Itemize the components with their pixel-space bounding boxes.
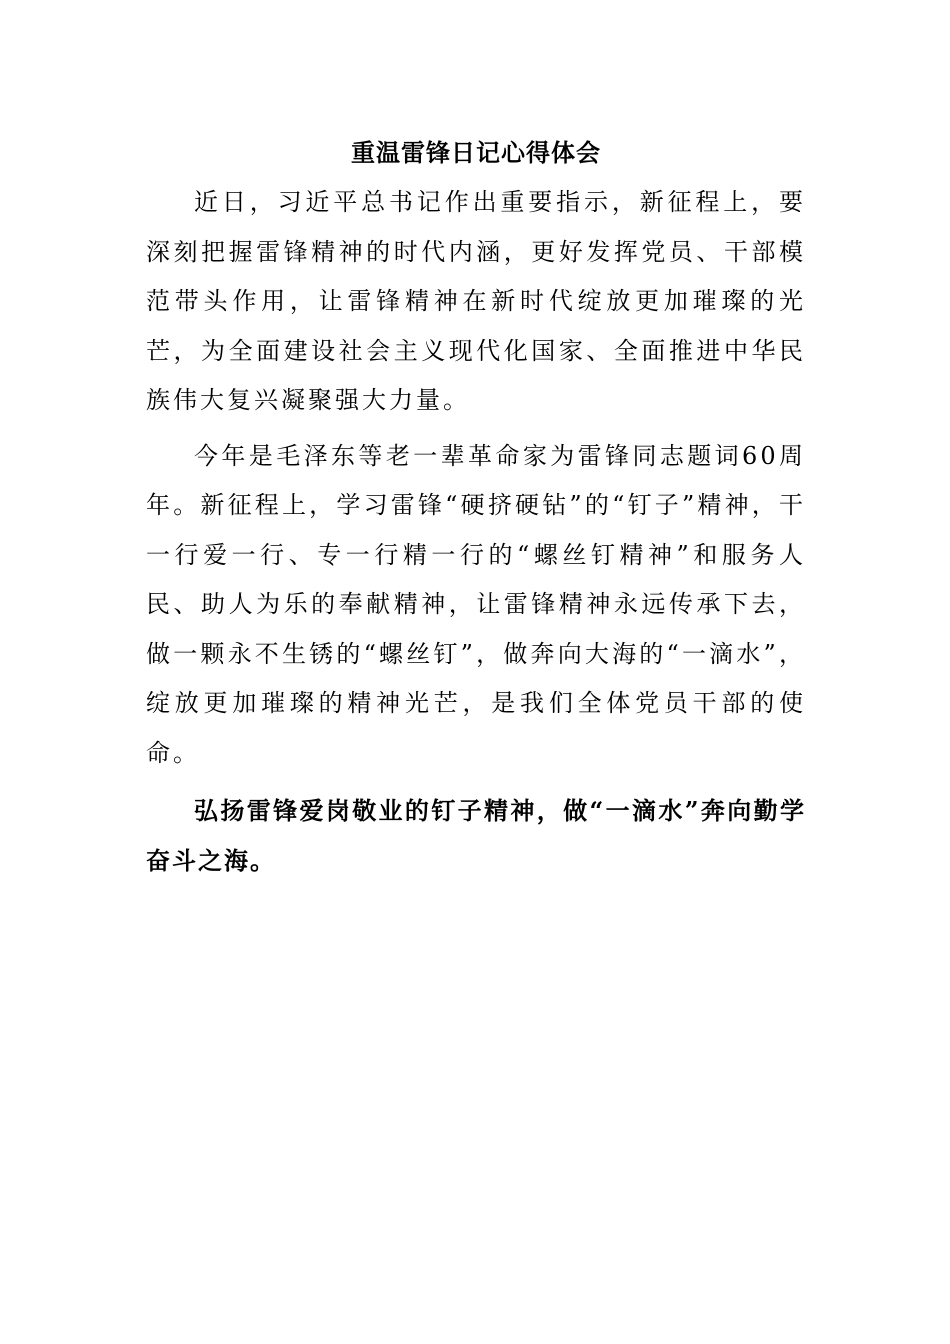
section-heading: 弘扬雷锋爱岗敬业的钉子精神，做“一滴水”奔向勤学奋斗之海。	[146, 796, 806, 875]
paragraph-2: 今年是毛泽东等老一辈革命家为雷锋同志题词60周年。新征程上，学习雷锋“硬挤硬钻”的“钉子”精神，干一行爱一行、专一行精一行的“螺丝钉精神”和服务人民、助人为乐的奉献精神，让雷锋精神永远传承下去，做一颗永不生锈的“螺丝钉”，做奔向大海的“一滴水”，绽放更加璀璨的精神光芒，是我们全体党员干部的使命。	[146, 441, 806, 767]
document-page	[146, 128, 806, 885]
paragraph-1: 近日，习近平总书记作出重要指示，新征程上，要深刻把握雷锋精神的时代内涵，更好发挥党员、干部模范带头作用，让雷锋精神在新时代绽放更加璀璨的光芒，为全面建设社会主义现代化国家、全面推进中华民族伟大复兴凝聚强大力量。	[146, 188, 806, 414]
document-title: 重温雷锋日记心得体会	[351, 138, 601, 167]
